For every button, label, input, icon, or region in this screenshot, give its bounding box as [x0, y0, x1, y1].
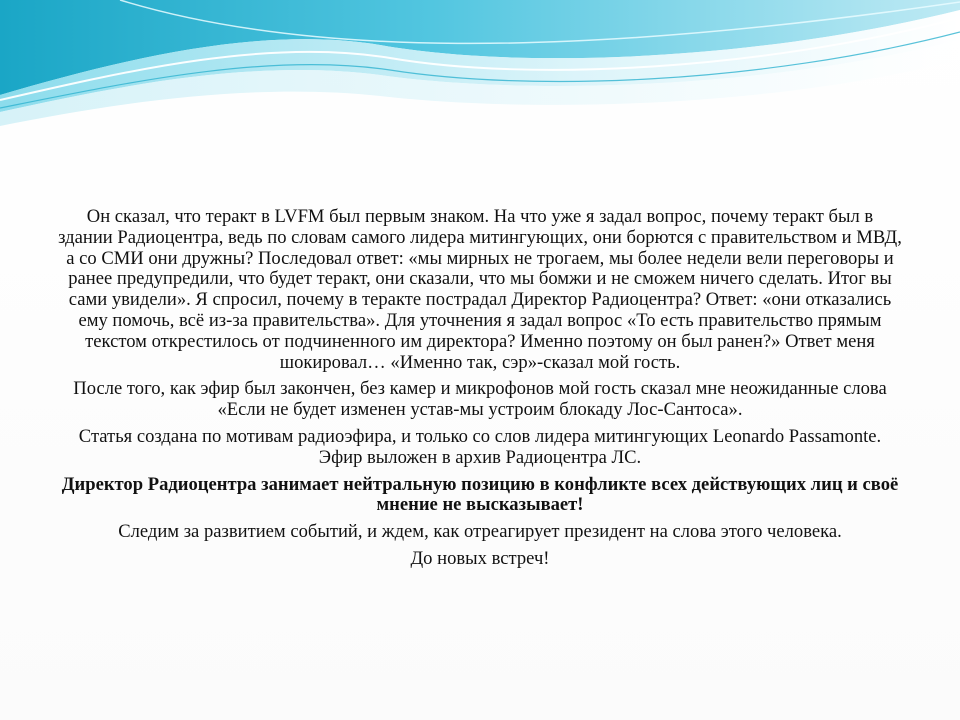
- paragraph-director-position: Директор Радиоцентра занимает нейтральную позицию в конфликте всех действующих лиц и своё мнение не высказывает!: [61, 473, 899, 516]
- paragraph-follow-events: Следим за развитием событий, и ждем, как отреагирует президент на слова этого человека.: [118, 521, 842, 543]
- paragraph-farewell: До новых встреч!: [410, 547, 550, 569]
- paragraph-source-note: Статья создана по мотивам радиоэфира, и только со слов лидера митингующих Leonardo Passamonte. Эфир выложен в архив Радиоцентра ЛС.: [78, 425, 882, 468]
- wave-decoration: [0, 0, 960, 130]
- paragraph-interview: Он сказал, что теракт в LVFM был первым знаком. На что уже я задал вопрос, почему теракт был в здании Радиоцентра, ведь по словам самого лидера митингующих, они борются с правительством и МВД, а со СМИ они дружны? Последовал ответ: «мы мирных не трогаем, мы более недели вели переговоры и ранее предупредили, что будет теракт, они сказали, что мы бомжи и не сможем ничего сделать. Итог вы сами увидели». Я спросил, почему в теракте пострадал Директор Радиоцентра? Ответ: «они отказались ему помочь, всё из-за правительства». Для уточнения я задал вопрос «То есть правительство прямым текстом открестилось от подчиненного им директора? Именно поэтому он был ранен?» Ответ меня шокировал… «Именно так, сэр»-сказал мой гость.: [58, 206, 902, 373]
- article-text: [58, 207, 902, 576]
- paragraph-after-broadcast: После того, как эфир был закончен, без камер и микрофонов мой гость сказал мне неожиданные слова «Если не будет изменен устав-мы устроим блокаду Лос-Сантоса».: [73, 378, 887, 421]
